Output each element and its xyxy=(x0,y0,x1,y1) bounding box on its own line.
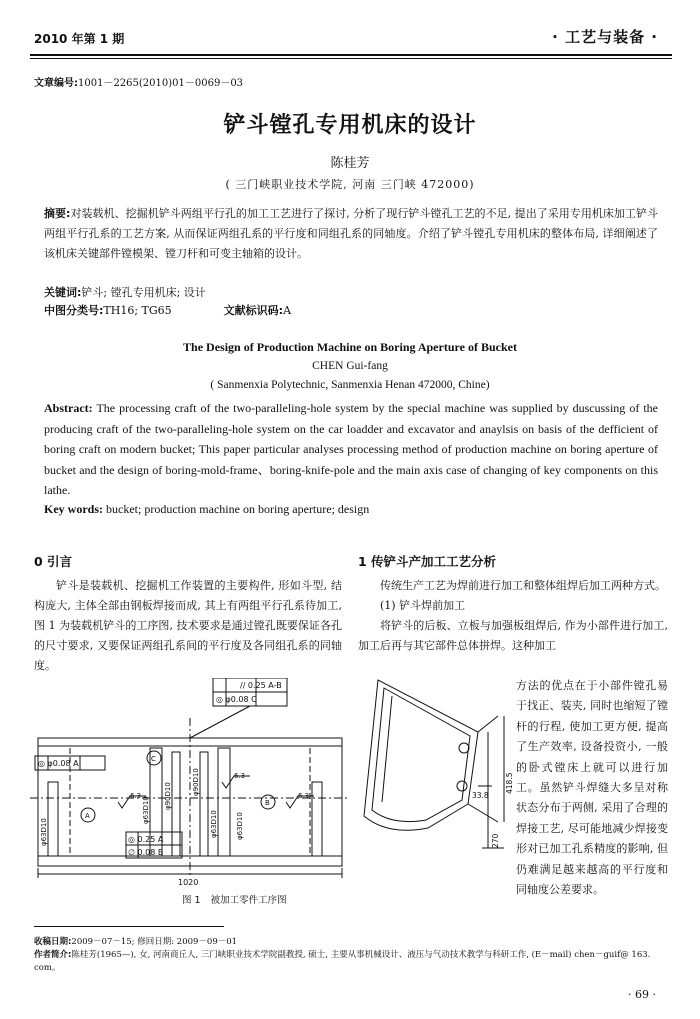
footnote-rule xyxy=(34,926,224,927)
tol-bottom-2: ∅ 0.08 B xyxy=(128,848,164,857)
tol-concentric-left: ◎ φ0.08 A xyxy=(38,759,79,768)
header-rule-thin xyxy=(30,58,672,59)
english-abstract: Abstract: The processing craft of the two-paralleling-hole system by the special machine was supplied by duscussing of the producing craft of the two-paralleling-hole system on the car loadder and excavator and anaylsis on basis of the defficient of boring craft on modern bucket; This paper particular analyses processing method of production machine on boring aperture of bucket and the design of boring-mold-frame、boring-knife-pole and the main axis case of changing of key components on this lathe. xyxy=(44,401,658,497)
english-keywords: Key words: bucket; production machine on boring aperture; design xyxy=(44,502,370,516)
dim-hole-1: φ63D10 xyxy=(142,796,150,824)
tol-bottom-1: ◎ 0.25 A xyxy=(128,835,164,844)
datum-b: B xyxy=(265,799,270,807)
dim-hole-2: φ90D10 xyxy=(164,782,172,810)
analysis-wrap-text: 方法的优点在于小部件镗孔易于找正、装夹, 同时也缩短了镗杆的行程, 使加工更方便, 提高了生产效率, 设备投资小, 一般的卧式镗床上就可以进行加工。虽然铲斗焊缝大多呈对称状态分布于两侧, 采用了合理的焊接工艺, 尽可能地减少焊接变形对已加工孔系精度的影响, 但仍难满足越来越高的平行度和同轴度公差要求。 xyxy=(516,679,668,897)
analysis-p2: (1) 铲斗焊前加工 xyxy=(380,599,466,612)
keywords-cn: 关键词:铲斗; 镗孔专用机床; 设计 xyxy=(44,286,206,299)
journal-column: · 工艺与装备 · xyxy=(552,28,658,46)
dim-width: 1020 xyxy=(178,878,199,887)
datum-c: C xyxy=(151,755,156,763)
author-bio: 作者简介:陈桂芳(1965—), 女, 河南商丘人, 三门峡职业技术学院副教授, 硕士, 主要从事机械设计、液压与气动技术教学与科研工作, (E－mail) chen－guif@ 163. com。 xyxy=(34,950,651,973)
tol-parallel: // 0.25 A-B xyxy=(240,681,282,690)
received-dates: 收稿日期:2009－07－15; 修回日期: 2009－09－01 xyxy=(34,937,238,947)
datum-a: A xyxy=(85,812,90,820)
dim-33-8: 33.8 xyxy=(472,791,489,800)
dim-hole-4: φ63D10 xyxy=(210,810,218,838)
bucket-shell xyxy=(364,680,478,830)
roughness-1: 6.3 xyxy=(130,792,142,800)
roughness-2: 6.3 xyxy=(234,772,246,780)
classification: 中图分类号:TH16; TG65 文献标识码:A xyxy=(44,304,292,317)
section-heading-analysis: 1 传铲斗产加工工艺分析 xyxy=(358,554,497,569)
tol-concentric-top: ◎ φ0.08 C xyxy=(216,695,257,704)
abstract-cn: 摘要:对装载机、挖掘机铲斗两组平行孔的加工工艺进行了探讨, 分析了现行铲斗镗孔工艺的不足, 提出了采用专用机床加工铲斗两组平行孔系的工艺方案, 从而保证两组孔系的平行度和同组孔系的同轴度。介绍了铲斗镗孔专用机床的整体布局, 详细阐述了该机床关键部件镗模架、镗刀杆和可变主轴箱的设计。 xyxy=(44,207,659,260)
dim-hole-3: φ90D10 xyxy=(192,768,200,796)
figure2-bucket-profile xyxy=(358,676,514,852)
intro-paragraph: 铲斗是装载机、挖掘机工作装置的主要构件, 形如斗型, 结构庞大, 主体全部由钢板焊接而成, 其上有两组平行孔系待加工, 图 1 为装载机铲斗的工序图, 技术要求是通过镗孔既要保证各孔的尺寸要求, 又要保证两组孔系间的平行度及各同组孔系的同轴度。 xyxy=(34,579,342,672)
roughness-3: 6.3 xyxy=(298,792,310,800)
dim-418-5: 418.5 xyxy=(505,772,514,794)
analysis-p1: 传统生产工艺为焊前进行加工和整体组焊后加工两种方式。 xyxy=(380,579,666,592)
dim-left-hole: φ63D10 xyxy=(40,818,48,846)
journal-issue: 2010 年第 1 期 xyxy=(34,32,125,46)
page-number: · 69 · xyxy=(628,988,656,1001)
dim-270: 270 xyxy=(491,833,500,848)
page-title: 铲斗镗孔专用机床的设计 xyxy=(223,112,477,138)
analysis-text xyxy=(358,576,668,656)
section-heading-intro: 0 引言 xyxy=(34,554,73,569)
dim-hole-5: φ63D10 xyxy=(236,812,244,840)
figure1-drawing xyxy=(30,678,350,888)
english-title: The Design of Production Machine on Boring Aperture of Bucket xyxy=(183,340,517,354)
footnote xyxy=(34,936,674,975)
header-rule xyxy=(30,54,672,56)
author: 陈桂芳 xyxy=(330,156,370,171)
article-number: 文章编号:1001－2265(2010)01－0069－03 xyxy=(34,78,244,89)
analysis-p3: 将铲斗的后板、立板与加强板组焊后, 作为小部件进行加工, 加工后再与其它部件总体拼焊。这种加工 xyxy=(358,619,668,652)
figure1-caption: 图 1 被加工零件工序图 xyxy=(182,895,287,906)
affiliation: ( 三门峡职业技术学院, 河南 三门峡 472000) xyxy=(225,178,475,191)
english-affiliation: ( Sanmenxia Polytechnic, Sanmenxia Henan 472000, Chine) xyxy=(210,379,490,391)
english-author: CHEN Gui-fang xyxy=(312,360,388,372)
